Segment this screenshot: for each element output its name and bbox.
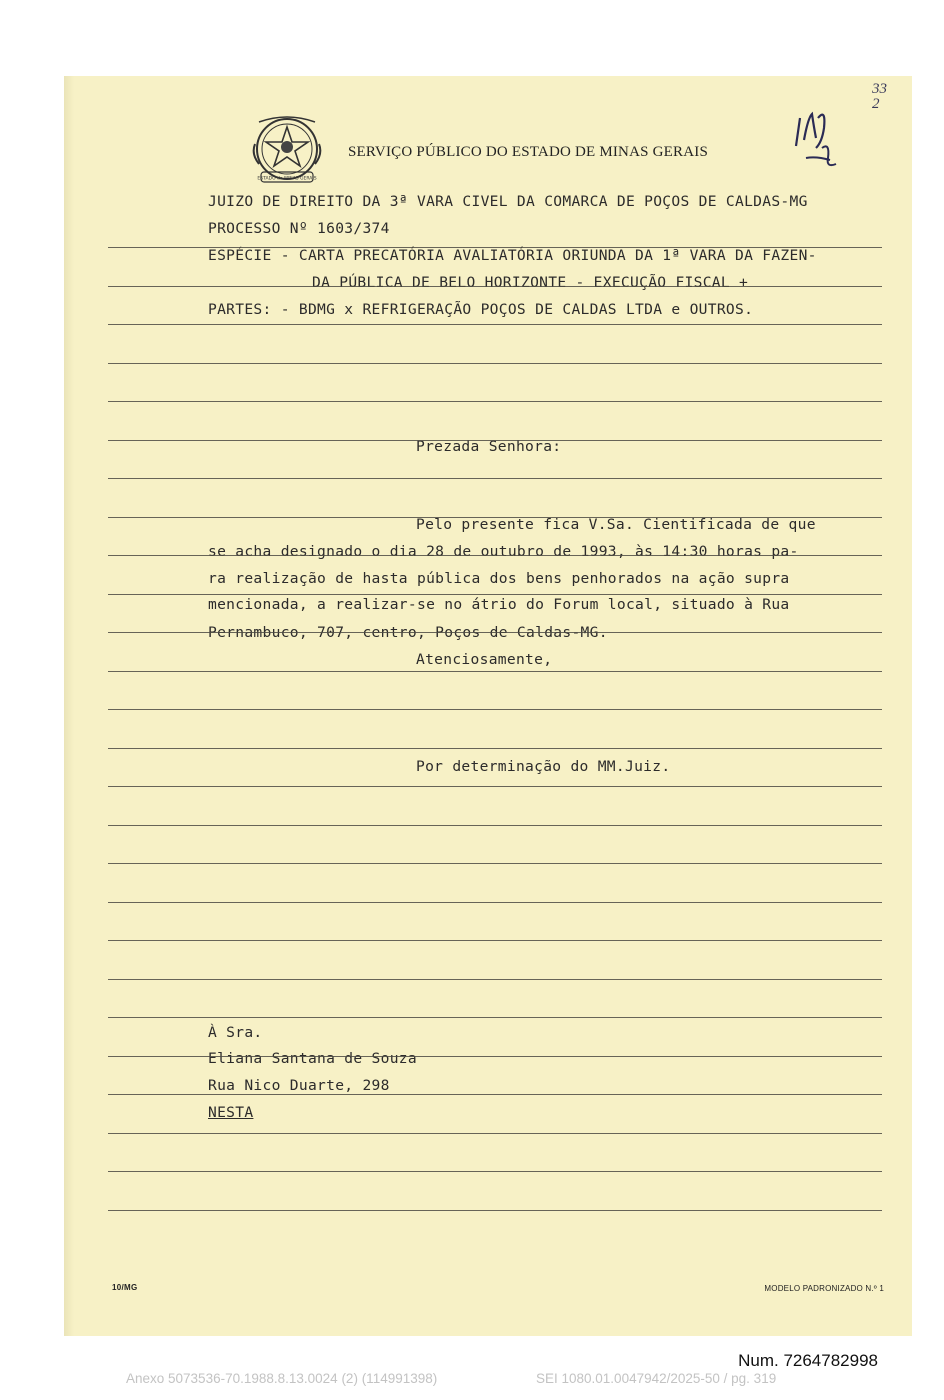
- state-seal-icon: [247, 114, 327, 188]
- ruled-line: [108, 940, 882, 941]
- ruled-line: [108, 1056, 882, 1057]
- parties-line: PARTES: - BDMG x REFRIGERAÇÃO POÇOS DE CALDAS LTDA e OUTROS.: [208, 301, 754, 318]
- ruled-line: [108, 247, 882, 248]
- ruled-line: [108, 632, 882, 633]
- ruled-line: [108, 440, 882, 441]
- ruled-line: [108, 1094, 882, 1095]
- document-page: [64, 76, 912, 1336]
- ruled-line: [108, 478, 882, 479]
- annex-reference: Anexo 5073536-70.1988.8.13.0024 (2) (114991398): [126, 1371, 438, 1386]
- ruled-line: [108, 825, 882, 826]
- ruled-line: [108, 709, 882, 710]
- ruled-line: [108, 748, 882, 749]
- ruled-line: [108, 363, 882, 364]
- body-line-1: Pelo presente fica V.Sa. Cientificada de que: [416, 516, 816, 533]
- address-line-4: NESTA: [208, 1104, 254, 1121]
- ruled-line: [108, 902, 882, 903]
- body-line-5: Pernambuco, 707, centro, Poços de Caldas-MG.: [208, 624, 608, 641]
- institution-header: SERVIÇO PÚBLICO DO ESTADO DE MINAS GERAIS: [348, 144, 708, 160]
- ruled-line: [108, 1133, 882, 1134]
- ruled-line: [108, 671, 882, 672]
- folio-mark: 2: [872, 96, 880, 112]
- document-number: Num. 7264782998: [738, 1351, 878, 1370]
- ruled-line: [108, 401, 882, 402]
- ruled-line: [108, 1171, 882, 1172]
- svg-text:ESTADO de MINAS GERAIS: ESTADO de MINAS GERAIS: [257, 176, 317, 182]
- ruled-line: [108, 979, 882, 980]
- process-line: PROCESSO Nº 1603/374: [208, 220, 390, 237]
- sei-reference: SEI 1080.01.0047942/2025-50 / pg. 319: [536, 1371, 777, 1386]
- ruled-line: [108, 324, 882, 325]
- address-line-1: À Sra.: [208, 1024, 263, 1041]
- ruled-line: [108, 863, 882, 864]
- ruled-line: [108, 555, 882, 556]
- ruled-line: [108, 1210, 882, 1211]
- form-code: 10/MG: [112, 1283, 138, 1292]
- folio-number: 33: [872, 81, 887, 97]
- body-line-4: mencionada, a realizar-se no átrio do Forum local, situado à Rua: [208, 596, 790, 613]
- body-line-3: ra realização de hasta pública dos bens penhorados na ação supra: [208, 570, 790, 587]
- court-line: JUIZO DE DIREITO DA 3ª VARA CIVEL DA COMARCA DE POÇOS DE CALDAS-MG: [208, 193, 808, 210]
- salutation: Prezada Senhora:: [416, 438, 562, 455]
- ruled-line: [108, 1017, 882, 1018]
- ruled-line: [108, 517, 882, 518]
- address-line-3: Rua Nico Duarte, 298: [208, 1077, 390, 1094]
- ruled-line: [108, 786, 882, 787]
- determination-line: Por determinação do MM.Juiz.: [416, 758, 671, 775]
- model-label: MODELO PADRONIZADO N.º 1: [764, 1284, 884, 1293]
- ruled-line: [108, 594, 882, 595]
- species-line-1: ESPÉCIE - CARTA PRECATÓRIA AVALIATÓRIA ORIUNDA DA 1ª VARA DA FAZEN-: [208, 247, 817, 264]
- handwritten-folio: [872, 82, 887, 112]
- species-line-2: DA PÚBLICA DE BELO HORIZONTE - EXECUÇÃO FISCAL +: [312, 274, 749, 291]
- handwritten-signature-icon: [786, 98, 856, 176]
- ruled-line: [108, 286, 882, 287]
- closing-line: Atenciosamente,: [416, 651, 553, 668]
- body-line-2: se acha designado o dia 28 de outubro de 1993, às 14:30 horas pa-: [208, 543, 799, 560]
- address-line-2: Eliana Santana de Souza: [208, 1050, 417, 1067]
- page-shadow: [64, 76, 74, 1336]
